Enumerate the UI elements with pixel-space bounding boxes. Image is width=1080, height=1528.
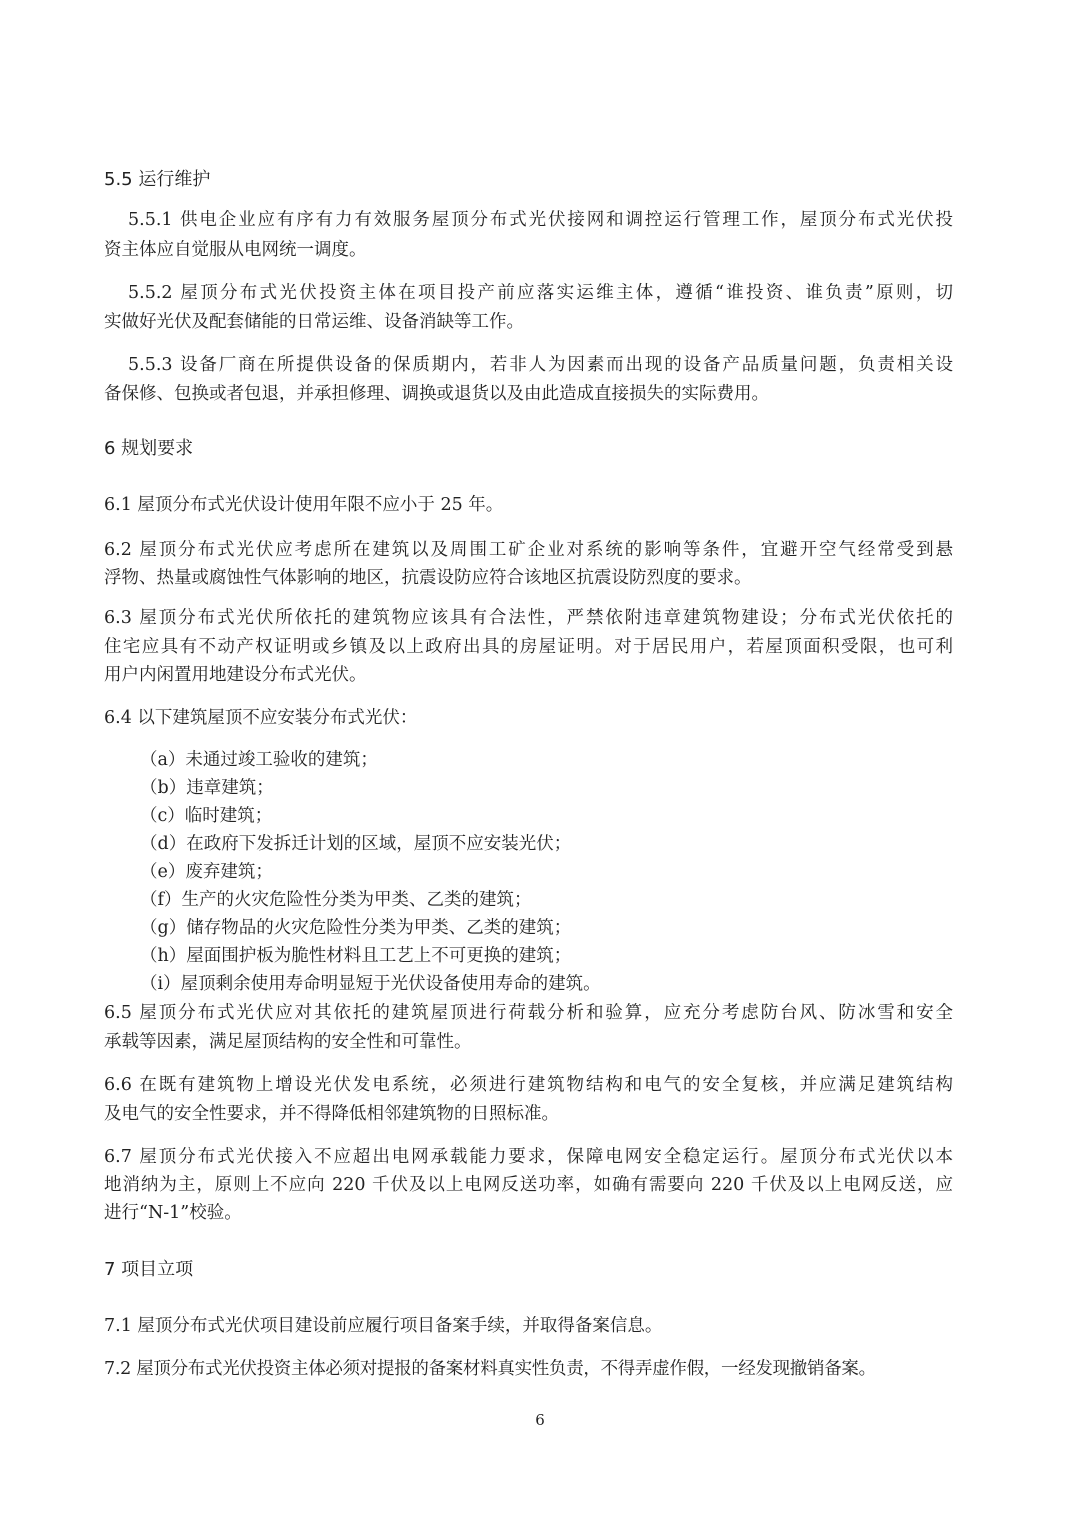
- paragraph-line: 6.6 在既有建筑物上增设光伏发电系统，必须进行建筑物结构和电气的安全复核，并应满足建筑结构: [104, 1075, 953, 1095]
- list-item: （g）储存物品的火灾危险性分类为甲类、乙类的建筑；: [140, 918, 572, 938]
- paragraph-line: 地消纳为主，原则上不应向 220 千伏及以上电网反送功率，如确有需要向 220 千伏及以上电网反送，应: [104, 1175, 953, 1195]
- list-item: （e）废弃建筑；: [140, 862, 273, 882]
- paragraph-line: 7.1 屋顶分布式光伏项目建设前应履行项目备案手续，并取得备案信息。: [104, 1316, 663, 1336]
- section-heading-5-5: 5.5 运行维护: [104, 169, 211, 190]
- paragraph-line: 及电气的安全性要求，并不得降低相邻建筑物的日照标准。: [104, 1104, 559, 1124]
- paragraph-line: 6.1 屋顶分布式光伏设计使用年限不应小于 25 年。: [104, 495, 504, 515]
- list-item: （d）在政府下发拆迁计划的区域，屋顶不应安装光伏；: [140, 834, 572, 854]
- paragraph-line: 用户内闲置用地建设分布式光伏。: [104, 665, 367, 685]
- paragraph-line: 住宅应具有不动产权证明或乡镇及以上政府出具的房屋证明。对于居民用户，若屋顶面积受限，也可利: [104, 637, 953, 657]
- list-item: （b）违章建筑；: [140, 778, 274, 798]
- paragraph-line: 7.2 屋顶分布式光伏投资主体必须对提报的备案材料真实性负责，不得弄虚作假，一经发现撤销备案。: [104, 1359, 876, 1379]
- paragraph-line: 5.5.2 屋顶分布式光伏投资主体在项目投产前应落实运维主体，遵循“谁投资、谁负责”原则，切: [128, 283, 953, 303]
- paragraph-line: 5.5.3 设备厂商在所提供设备的保质期内，若非人为因素而出现的设备产品质量问题，负责相关设: [128, 355, 953, 375]
- paragraph-line: 6.2 屋顶分布式光伏应考虑所在建筑以及周围工矿企业对系统的影响等条件，宜避开空气经常受到悬: [104, 540, 953, 560]
- paragraph-line: 进行“N-1”校验。: [104, 1203, 242, 1223]
- paragraph-line: 6.5 屋顶分布式光伏应对其依托的建筑屋顶进行荷载分析和验算，应充分考虑防台风、防冰雪和安全: [104, 1003, 953, 1023]
- page-number: 6: [535, 1411, 545, 1429]
- paragraph-line: 备保修、包换或者包退，并承担修理、调换或退货以及由此造成直接损失的实际费用。: [104, 384, 769, 404]
- paragraph-line: 5.5.1 供电企业应有序有力有效服务屋顶分布式光伏接网和调控运行管理工作，屋顶分布式光伏投: [128, 210, 953, 230]
- paragraph-line: 承载等因素，满足屋顶结构的安全性和可靠性。: [104, 1032, 472, 1052]
- paragraph-line: 实做好光伏及配套储能的日常运维、设备消缺等工作。: [104, 312, 524, 332]
- section-heading-7: 7 项目立项: [104, 1259, 194, 1280]
- paragraph-line: 6.4 以下建筑屋顶不应安装分布式光伏：: [104, 708, 418, 728]
- paragraph-line: 资主体应自觉服从电网统一调度。: [104, 240, 367, 260]
- paragraph-line: 6.7 屋顶分布式光伏接入不应超出电网承载能力要求，保障电网安全稳定运行。屋顶分布式光伏以本: [104, 1147, 953, 1167]
- paragraph-line: 6.3 屋顶分布式光伏所依托的建筑物应该具有合法性，严禁依附违章建筑物建设；分布式光伏依托的: [104, 608, 953, 628]
- list-item: （f）生产的火灾危险性分类为甲类、乙类的建筑；: [140, 890, 532, 910]
- list-item: （c）临时建筑；: [140, 806, 273, 826]
- section-heading-6: 6 规划要求: [104, 438, 194, 459]
- list-item: （h）屋面围护板为脆性材料且工艺上不可更换的建筑；: [140, 946, 572, 966]
- paragraph-line: 浮物、热量或腐蚀性气体影响的地区，抗震设防应符合该地区抗震设防烈度的要求。: [104, 568, 752, 588]
- list-item: （i）屋顶剩余使用寿命明显短于光伏设备使用寿命的建筑。: [140, 974, 601, 994]
- list-item: （a）未通过竣工验收的建筑；: [140, 750, 378, 770]
